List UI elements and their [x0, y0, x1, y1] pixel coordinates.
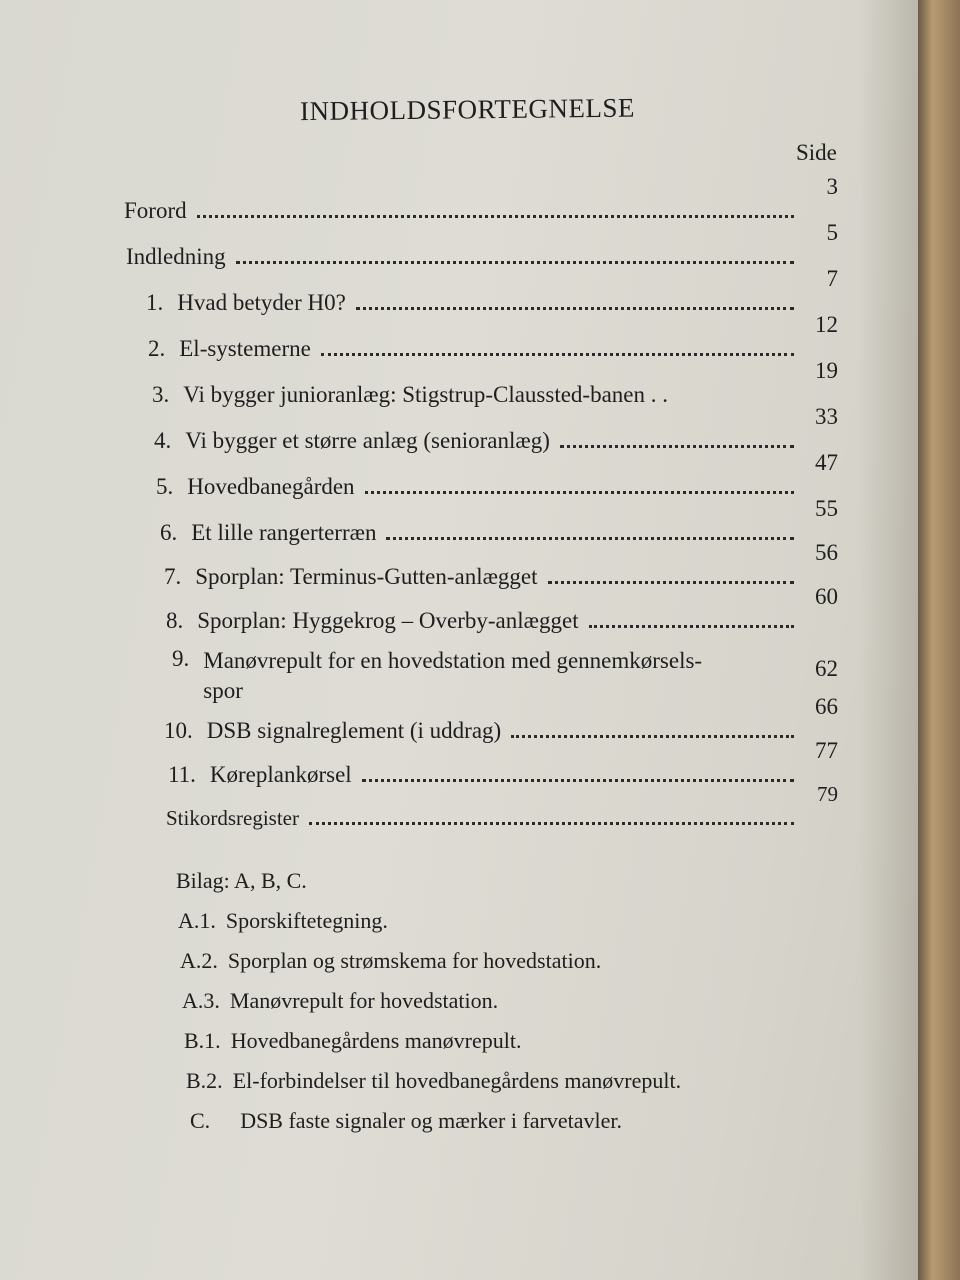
toc-entry-label: Sporplan: Hyggekrog – Overby-anlægget — [197, 608, 579, 633]
appendix-label: Hovedbanegårdens manøvrepult. — [230, 1028, 522, 1053]
dot-leader — [365, 491, 794, 494]
toc-entry-9 — [172, 646, 838, 706]
toc-entry-label: Hovedbanegården — [187, 474, 355, 499]
toc-entry-label: Vi bygger et større anlæg (senioranlæg) — [185, 428, 550, 453]
dot-leader — [321, 353, 794, 356]
toc-entry-5 — [156, 450, 838, 500]
toc-entry-8 — [166, 584, 838, 634]
toc-entry-4 — [154, 404, 838, 454]
toc-entry-6 — [160, 496, 838, 546]
toc-entry-3 — [152, 358, 838, 408]
toc-entry-11 — [168, 738, 838, 788]
dot-leader — [197, 215, 794, 218]
toc-entry-10 — [164, 694, 838, 744]
toc-entry-label-line2: spor — [203, 677, 243, 703]
toc-entry-number: 1. — [146, 290, 164, 315]
toc-entry-page: 5 — [826, 220, 838, 245]
toc-entry-page: 79 — [817, 782, 838, 806]
appendix-label: El-forbindelser til hovedbanegårdens manøvrepult. — [232, 1068, 682, 1093]
appendix-item — [180, 948, 601, 974]
toc-entry-2 — [148, 312, 838, 362]
dot-leader — [236, 261, 794, 264]
toc-entry-number: 7. — [164, 564, 182, 589]
appendix-code: A.3. — [182, 988, 220, 1013]
toc-entry-label: Køreplankørsel — [209, 762, 352, 787]
appendix-code: A.2. — [180, 948, 218, 973]
toc-entry-number: 11. — [168, 762, 196, 787]
appendix-item — [186, 1068, 681, 1094]
toc-entry-page: 33 — [815, 404, 838, 429]
toc-entry-page: 7 — [826, 266, 838, 291]
toc-entry-stikordsregister — [166, 782, 838, 831]
appendix-code: C. — [190, 1108, 211, 1133]
dot-leader — [356, 307, 794, 310]
toc-entry-number: 8. — [166, 608, 184, 633]
appendix-intro: Bilag: A, B, C. — [176, 868, 307, 893]
dot-leader — [560, 445, 794, 448]
dot-leader — [309, 822, 794, 825]
toc-entry-1 — [146, 266, 838, 316]
appendix-item — [184, 1028, 521, 1054]
toc-entry-page: 3 — [826, 174, 838, 199]
toc-entry-number: 4. — [154, 428, 172, 453]
appendix-item — [190, 1108, 622, 1134]
toc-entry-label: DSB signalreglement (i uddrag) — [206, 718, 502, 743]
dot-leader — [548, 581, 794, 584]
toc-entry-page: 77 — [815, 738, 838, 763]
appendix-item — [182, 988, 498, 1014]
toc-entry-page: 55 — [815, 496, 838, 521]
toc-entry-label: Et lille rangerterræn — [191, 520, 377, 545]
appendix-code: B.2. — [186, 1068, 223, 1093]
toc-entry-page: 56 — [815, 540, 838, 565]
dot-leader — [511, 735, 794, 738]
toc-entry-page: 66 — [815, 694, 838, 719]
toc-entry-indledning — [126, 220, 838, 270]
appendix-label: Sporskiftetegning. — [225, 908, 388, 933]
dot-leader — [386, 537, 794, 540]
appendix-item — [178, 908, 388, 934]
toc-entry-7 — [164, 540, 838, 590]
toc-entry-number: 5. — [156, 474, 174, 499]
toc-entry-forord — [124, 174, 838, 224]
toc-entry-label-line1: Manøvrepult for en hovedstation med gennemkørsels- — [203, 648, 703, 673]
toc-entry-number: 2. — [148, 336, 166, 361]
book-spine-edge — [918, 0, 960, 1280]
toc-entry-number: 3. — [152, 382, 170, 407]
toc-entry-label: Sporplan: Terminus-Gutten-anlægget — [195, 564, 538, 589]
appendix-label: Manøvrepult for hovedstation. — [229, 988, 499, 1013]
toc-entry-label: Stikordsregister — [166, 806, 299, 830]
toc-entry-page: 12 — [815, 312, 838, 337]
toc-entry-label — [203, 646, 702, 706]
toc-entry-page: 62 — [815, 656, 838, 681]
appendix-code: A.1. — [178, 908, 216, 933]
page-column-label: Side — [796, 140, 837, 165]
toc-entry-label: Forord — [124, 198, 187, 223]
toc-entry-label: Hvad betyder H0? — [177, 290, 346, 315]
toc-entry-number: 10. — [164, 718, 193, 743]
toc-entry-page: 19 — [815, 358, 838, 383]
toc-entry-number: 6. — [160, 520, 178, 545]
toc-entry-label: El-systemerne — [179, 336, 311, 361]
page-title: INDHOLDSFORTEGNELSE — [299, 92, 636, 127]
toc-entry-page: 47 — [815, 450, 838, 475]
toc-entry-label: Vi bygger junioranlæg: Stigstrup-Claussted-banen . . — [183, 382, 669, 407]
appendix-label: Sporplan og strømskema for hovedstation. — [227, 948, 602, 973]
dot-leader — [589, 625, 794, 628]
toc-entry-label: Indledning — [126, 244, 226, 269]
toc-entry-number: 9. — [172, 646, 190, 671]
toc-entry-page: 60 — [815, 584, 838, 609]
appendix-label: DSB faste signaler og mærker i farvetavler. — [240, 1108, 623, 1133]
dot-leader — [362, 779, 794, 782]
appendix-code: B.1. — [184, 1028, 221, 1053]
